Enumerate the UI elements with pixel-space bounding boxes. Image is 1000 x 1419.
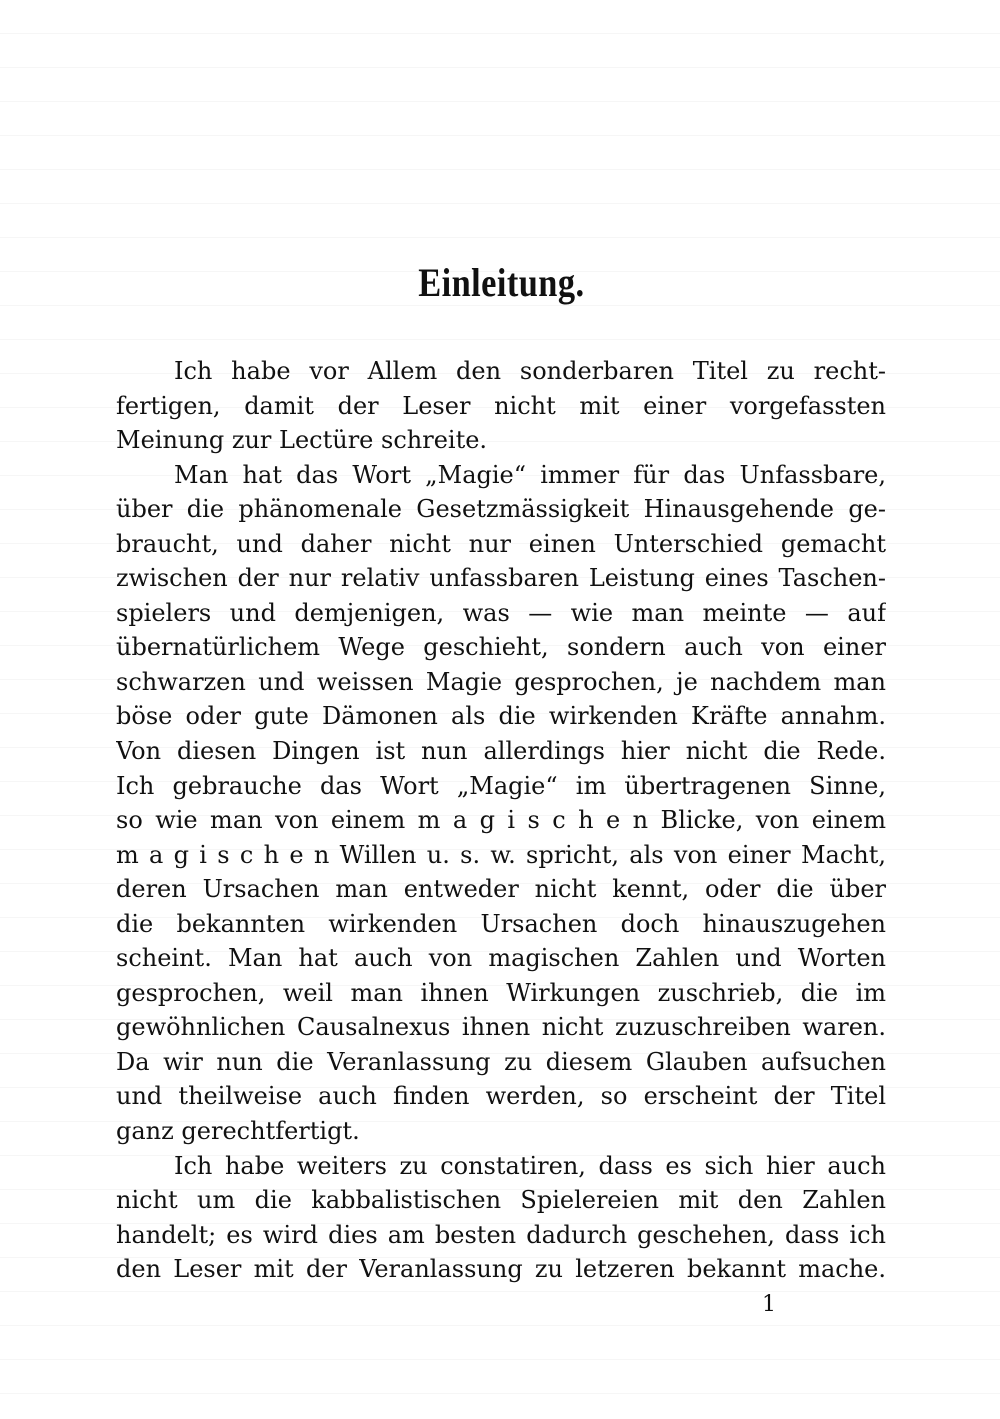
text-line: spielers und demjenigen, was — wie man meinte — auf [116, 598, 886, 627]
chapter-title: Einleitung. [418, 260, 585, 305]
text-line: handelt; es wird dies am besten dadurch geschehen, dass ich [116, 1220, 886, 1249]
text-line: übernatürlichem Wege geschieht, sondern auch von einer [116, 633, 886, 662]
text-line: zwischen der nur relativ unfassbaren Leistung eines Taschen- [116, 564, 886, 593]
text-line: Ich gebrauche das Wort „Magie“ im übertragenen Sinne, [116, 771, 886, 800]
text-line: so wie man von einem m a g i s c h e n Blicke, von einem [116, 806, 886, 835]
text-line: m a g i s c h e n Willen u. s. w. spricht, als von einer Macht, [116, 840, 886, 869]
text-line: böse oder gute Dämonen als die wirkenden Kräfte annahm. [116, 702, 886, 731]
text-line: den Leser mit der Veranlassung zu letzeren bekannt mache. [116, 1255, 886, 1284]
body-text [116, 354, 886, 1287]
text-line: Meinung zur Lectüre schreite. [116, 426, 488, 455]
text-line: die bekannten wirkenden Ursachen doch hinauszugehen [116, 909, 886, 938]
text-line: über die phänomenale Gesetzmässigkeit Hinausgehende ge- [116, 495, 886, 524]
text-line: nicht um die kabbalistischen Spielereien mit den Zahlen [116, 1186, 886, 1215]
text-line: braucht, und daher nicht nur einen Unterschied gemacht [116, 529, 886, 558]
text-line: scheint. Man hat auch von magischen Zahlen und Worten [116, 944, 886, 973]
text-line: Man hat das Wort „Magie“ immer für das Unfassbare, [174, 460, 886, 489]
text-line: Von diesen Dingen ist nun allerdings hier nicht die Rede. [116, 737, 886, 766]
text-line: deren Ursachen man entweder nicht kennt, oder die über [116, 875, 886, 904]
text-line: und theilweise auch finden werden, so erscheint der Titel [116, 1082, 886, 1111]
text-line: gesprochen, weil man ihnen Wirkungen zuschrieb, die im [116, 978, 886, 1007]
text-line: Ich habe weiters zu constatiren, dass es sich hier auch [174, 1151, 886, 1180]
text-line: schwarzen und weissen Magie gesprochen, je nachdem man [116, 667, 886, 696]
text-line: Ich habe vor Allem den sonderbaren Titel zu recht- [174, 357, 886, 385]
page-number: 1 [762, 1292, 776, 1317]
text-line: gewöhnlichen Causalnexus ihnen nicht zuzuschreiben waren. [116, 1013, 886, 1042]
text-line: Da wir nun die Veranlassung zu diesem Glauben aufsuchen [116, 1047, 886, 1076]
text-line: ganz gerechtfertigt. [116, 1117, 360, 1146]
text-line: fertigen, damit der Leser nicht mit einer vorgefassten [116, 391, 886, 420]
